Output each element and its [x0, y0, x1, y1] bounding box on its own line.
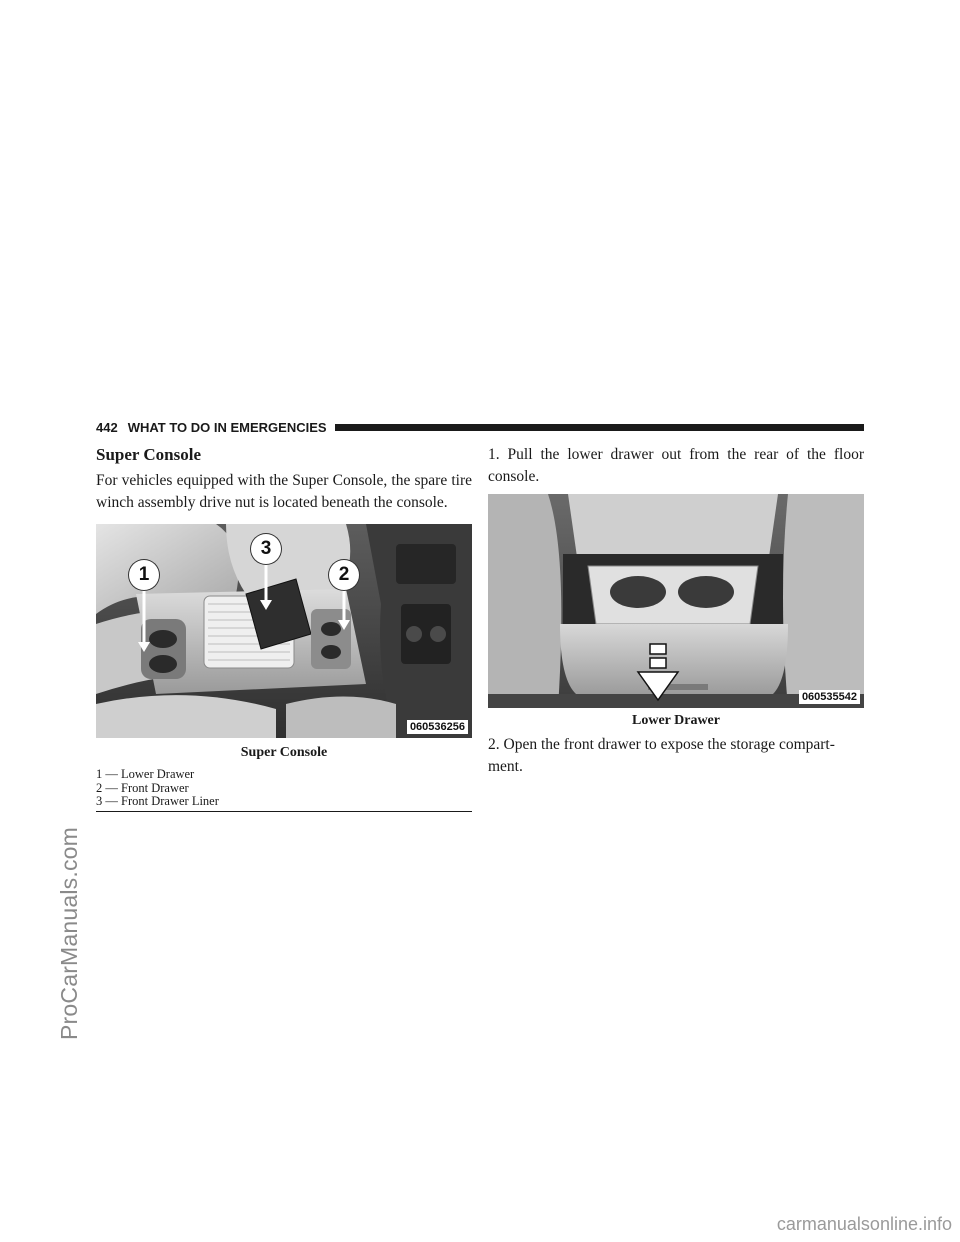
legend-item: 2 — Front Drawer [96, 780, 189, 795]
lower-drawer-figure [488, 494, 864, 708]
super-console-figure [96, 524, 472, 738]
intro-paragraph: For vehicles equipped with the Super Console, the spare tire winch assembly drive nut is located beneath the console. [96, 472, 472, 511]
section-title: WHAT TO DO IN EMERGENCIES [127, 419, 327, 435]
figure-code: 060536256 [407, 720, 468, 734]
super-console-illustration [96, 524, 472, 738]
side-watermark: ProCarManuals.com [56, 826, 82, 1040]
callout-3: 3 [251, 534, 281, 564]
page-number: 442 [96, 419, 118, 435]
step-1: 1. Pull the lower drawer out from the rear of the floor console. [488, 446, 864, 485]
step-2: 2. Open the front drawer to expose the storage compart-ment. [488, 736, 835, 775]
callout-1: 1 [129, 560, 159, 590]
section-heading: Super Console [96, 445, 202, 464]
right-column [488, 444, 864, 778]
legend-item: 1 — Lower Drawer [96, 767, 195, 781]
lower-drawer-illustration [488, 494, 864, 708]
figure-caption: Super Console [240, 745, 328, 760]
figure-legend [96, 768, 472, 809]
legend-rule [96, 811, 472, 812]
callout-2: 2 [329, 560, 359, 590]
left-column [96, 444, 472, 812]
figure-code: 060535542 [799, 690, 860, 704]
header-rule [335, 424, 864, 431]
footer-watermark: carmanualsonline.info [776, 1214, 952, 1234]
figure-caption: Lower Drawer [632, 713, 720, 728]
legend-item: 3 — Front Drawer Liner [96, 794, 219, 808]
page-header [96, 419, 864, 435]
